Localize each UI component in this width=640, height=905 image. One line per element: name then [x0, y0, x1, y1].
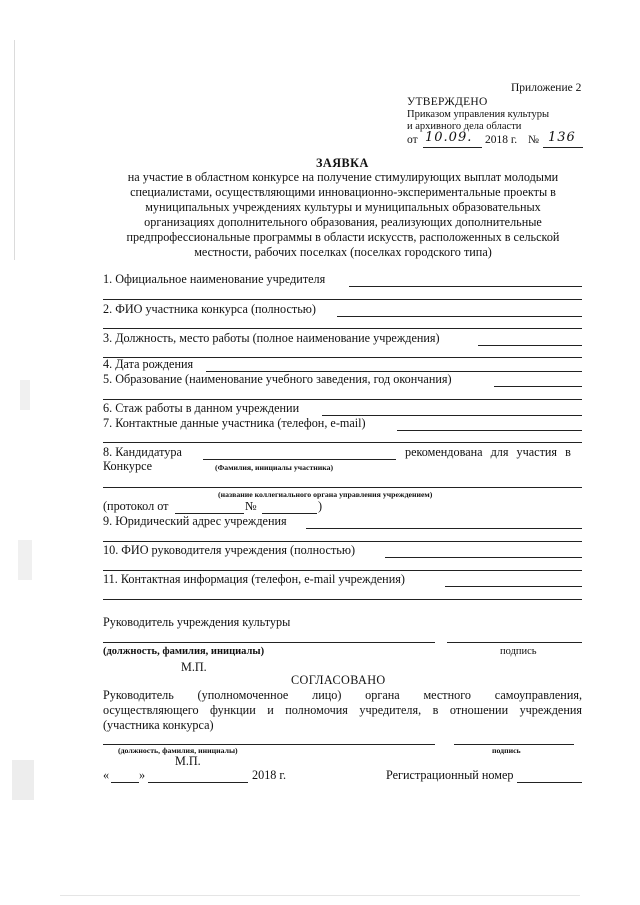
field-5-input-line[interactable] [494, 386, 582, 387]
field-8-label: 8. Кандидатура [103, 445, 182, 459]
field-2-label: 2. ФИО участника конкурса (полностью) [103, 302, 316, 316]
date-close-quote: » [139, 768, 146, 782]
protocol-close: ) [318, 499, 323, 513]
field-5-label: 5. Образование (наименование учебного заведения, год окончания) [103, 372, 452, 386]
field-8-caption: (Фамилия, инициалы участника) [215, 463, 334, 472]
scan-mark [20, 380, 30, 410]
head-position-line[interactable] [103, 642, 435, 643]
date-open-quote: « [103, 768, 110, 782]
agreed-sign-caption: подпись [492, 746, 521, 755]
agreed-line-3: (участника конкурса) [103, 718, 214, 732]
head-sign-line[interactable] [447, 642, 582, 643]
field-7-label: 7. Контактные данные участника (телефон, e-mail) [103, 416, 366, 430]
intro-line: предпрофессиональные программы в области искусств, расположенных в сельской [126, 230, 560, 244]
field-8-recommended: рекомендована для участия в [405, 445, 571, 459]
order-number-line [543, 147, 583, 148]
field-8-konkurs: Конкурсе [103, 459, 153, 473]
protocol-number-label: № [245, 499, 257, 513]
field-8-name-line[interactable] [203, 459, 396, 460]
field-2-input-line[interactable] [337, 316, 582, 317]
field-7-extra-line[interactable] [103, 442, 582, 443]
field-9-input-line[interactable] [306, 528, 582, 529]
order-year: 2018 г. [485, 134, 518, 146]
field-9-extra-line[interactable] [103, 541, 582, 542]
field-2-extra-line[interactable] [103, 328, 582, 329]
order-from-label: от [407, 134, 418, 146]
agreed-position-line[interactable] [103, 744, 435, 745]
date-month-line[interactable] [148, 782, 248, 783]
agreed-line-1: Руководитель (уполномоченное лицо) органа местного самоуправления, [103, 688, 582, 702]
field-11-extra-line[interactable] [103, 599, 582, 600]
field-10-label: 10. ФИО руководителя учреждения (полностью) [103, 543, 356, 557]
agreed-sign-line[interactable] [454, 744, 574, 745]
agreed-position-caption: (должность, фамилия, инициалы) [118, 746, 238, 755]
order-date-handwritten: 10.09. [425, 130, 473, 145]
field-11-input-line[interactable] [445, 586, 582, 587]
appendix-label: Приложение 2 [511, 82, 582, 94]
scan-mark [60, 895, 580, 896]
order-number-handwritten: 136 [548, 130, 576, 145]
scan-mark [14, 40, 15, 260]
intro-line: местности, рабочих поселках (поселках городского типа) [194, 245, 492, 259]
field-1-label: 1. Официальное наименование учредителя [103, 272, 326, 286]
intro-line: муниципальных учреждениях культуры и муниципальных образовательных [145, 200, 541, 214]
field-10-input-line[interactable] [385, 557, 582, 558]
field-4-label: 4. Дата рождения [103, 357, 194, 371]
intro-line: специалистами, осуществляющими инновационно-экспериментальные проекты в [130, 185, 556, 199]
field-6-label: 6. Стаж работы в данном учреждении [103, 401, 300, 415]
field-5-extra-line[interactable] [103, 399, 582, 400]
document-title: ЗАЯВКА [316, 156, 369, 170]
order-line-2: и архивного дела области [407, 121, 522, 132]
approved-label: УТВЕРЖДЕНО [407, 96, 488, 108]
protocol-label: (протокол от [103, 499, 169, 513]
agreed-title: СОГЛАСОВАНО [291, 673, 386, 687]
agreed-stamp-label: М.П. [175, 754, 201, 768]
intro-line: на участие в областном конкурсе на получение стимулирующих выплат молодыми [127, 170, 559, 184]
head-sign-caption: подпись [500, 646, 537, 657]
field-11-label: 11. Контактная информация (телефон, e-mail учреждения) [103, 572, 405, 586]
stamp-label: М.П. [181, 660, 207, 674]
scan-mark [18, 540, 32, 580]
agreed-line-2: осуществляющего функции и полномочия учредителя, в отношении учреждения [103, 703, 582, 717]
collegial-caption: (название коллегиального органа управления учреждением) [218, 490, 433, 499]
field-1-extra-line[interactable] [103, 299, 582, 300]
field-3-label: 3. Должность, место работы (полное наименование учреждения) [103, 331, 440, 345]
field-10-extra-line[interactable] [103, 570, 582, 571]
date-year: 2018 г. [252, 768, 287, 782]
intro-line: организациях дополнительного образования, реализующих дополнительные [144, 215, 542, 229]
date-day-line[interactable] [111, 782, 139, 783]
head-position-caption: (должность, фамилия, инициалы) [103, 646, 265, 657]
order-line-1: Приказом управления культуры [407, 109, 550, 120]
field-7-input-line[interactable] [397, 430, 582, 431]
order-number-label: № [528, 134, 539, 146]
collegial-body-line[interactable] [103, 487, 582, 488]
field-1-input-line[interactable] [349, 286, 582, 287]
scan-mark [12, 760, 34, 800]
registration-label: Регистрационный номер [386, 768, 514, 782]
order-date-line [423, 147, 482, 148]
head-title: Руководитель учреждения культуры [103, 615, 291, 629]
field-3-input-line[interactable] [478, 345, 582, 346]
registration-number-line[interactable] [517, 782, 582, 783]
field-9-label: 9. Юридический адрес учреждения [103, 514, 287, 528]
